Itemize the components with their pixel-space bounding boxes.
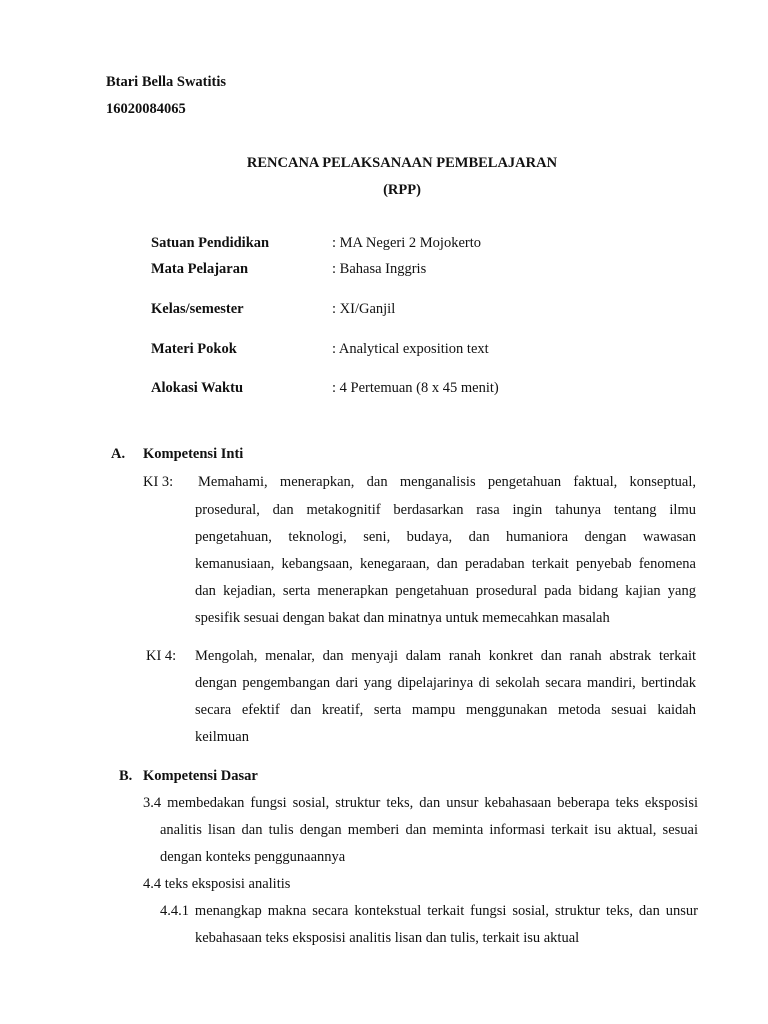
document-subtitle: (RPP) — [383, 182, 421, 198]
value-materi-pokok: : Analytical exposition text — [332, 341, 489, 357]
ki4-label: KI 4: — [146, 648, 177, 664]
value-kelas-semester: : XI/Ganjil — [332, 301, 396, 317]
section-a-marker: A. — [111, 446, 126, 462]
label-alokasi-waktu: Alokasi Waktu — [151, 380, 244, 396]
ki3-line: dan kejadian, serta menerapkan pengetahuan prosedural pada bidang kajian yang — [195, 583, 696, 599]
section-b-marker: B. — [119, 768, 133, 784]
ki3-line: prosedural, dan metakognitif berdasarkan rasa ingin tahunya tentang ilmu — [195, 502, 696, 518]
label-kelas-semester: Kelas/semester — [151, 301, 244, 317]
document-title: RENCANA PELAKSANAAN PEMBELAJARAN — [246, 155, 558, 171]
value-satuan-pendidikan: : MA Negeri 2 Mojokerto — [332, 235, 482, 251]
value-mata-pelajaran: : Bahasa Inggris — [332, 261, 427, 277]
ki3-line: kemanusiaan, kebangsaan, kenegaraan, dan peradaban terkait penyebab fenomena — [195, 556, 696, 572]
label-materi-pokok: Materi Pokok — [151, 341, 237, 357]
section-a-heading: Kompetensi Inti — [143, 446, 244, 462]
ki3-line: Memahami, menerapkan, dan menganalisis pengetahuan faktual, konseptual, — [198, 474, 696, 490]
section-b-heading: Kompetensi Dasar — [143, 768, 258, 784]
kd34-line: 3.4 membedakan fungsi sosial, struktur teks, dan unsur kebahasaan beberapa teks eksposisi — [143, 795, 698, 811]
ki3-line: pengetahuan, teknologi, seni, budaya, dan humaniora dengan wawasan — [195, 529, 696, 545]
ki3-line: spesifik sesuai dengan bakat dan minatnya untuk memecahkan masalah — [195, 610, 610, 626]
label-satuan-pendidikan: Satuan Pendidikan — [151, 235, 270, 251]
ki4-line: Mengolah, menalar, dan menyaji dalam ranah konkret dan ranah abstrak terkait — [195, 648, 696, 664]
ki4-line: keilmuan — [195, 729, 249, 745]
ki4-line: dengan pengembangan dari yang dipelajarinya di sekolah secara mandiri, bertindak — [195, 675, 696, 691]
author-id: 16020084065 — [106, 101, 186, 117]
kd34-line: analitis lisan dan tulis dengan memberi dan meminta informasi terkait isu aktual, sesuai — [160, 822, 698, 838]
label-mata-pelajaran: Mata Pelajaran — [151, 261, 249, 277]
ki4-line: secara efektif dan kreatif, serta mampu menggunakan metoda sesuai kaidah — [195, 702, 696, 718]
author-name: Btari Bella Swatitis — [106, 74, 227, 90]
value-alokasi-waktu: : 4 Pertemuan (8 x 45 menit) — [332, 380, 499, 396]
ki3-label: KI 3: — [143, 474, 174, 490]
kd441-line: 4.4.1 menangkap makna secara kontekstual terkait fungsi sosial, struktur teks, dan unsur — [160, 903, 698, 919]
kd441-line: kebahasaan teks eksposisi analitis lisan dan tulis, terkait isu aktual — [195, 930, 580, 946]
kd34-line: dengan konteks penggunaannya — [160, 849, 346, 865]
kd44-line: 4.4 teks eksposisi analitis — [143, 876, 291, 892]
